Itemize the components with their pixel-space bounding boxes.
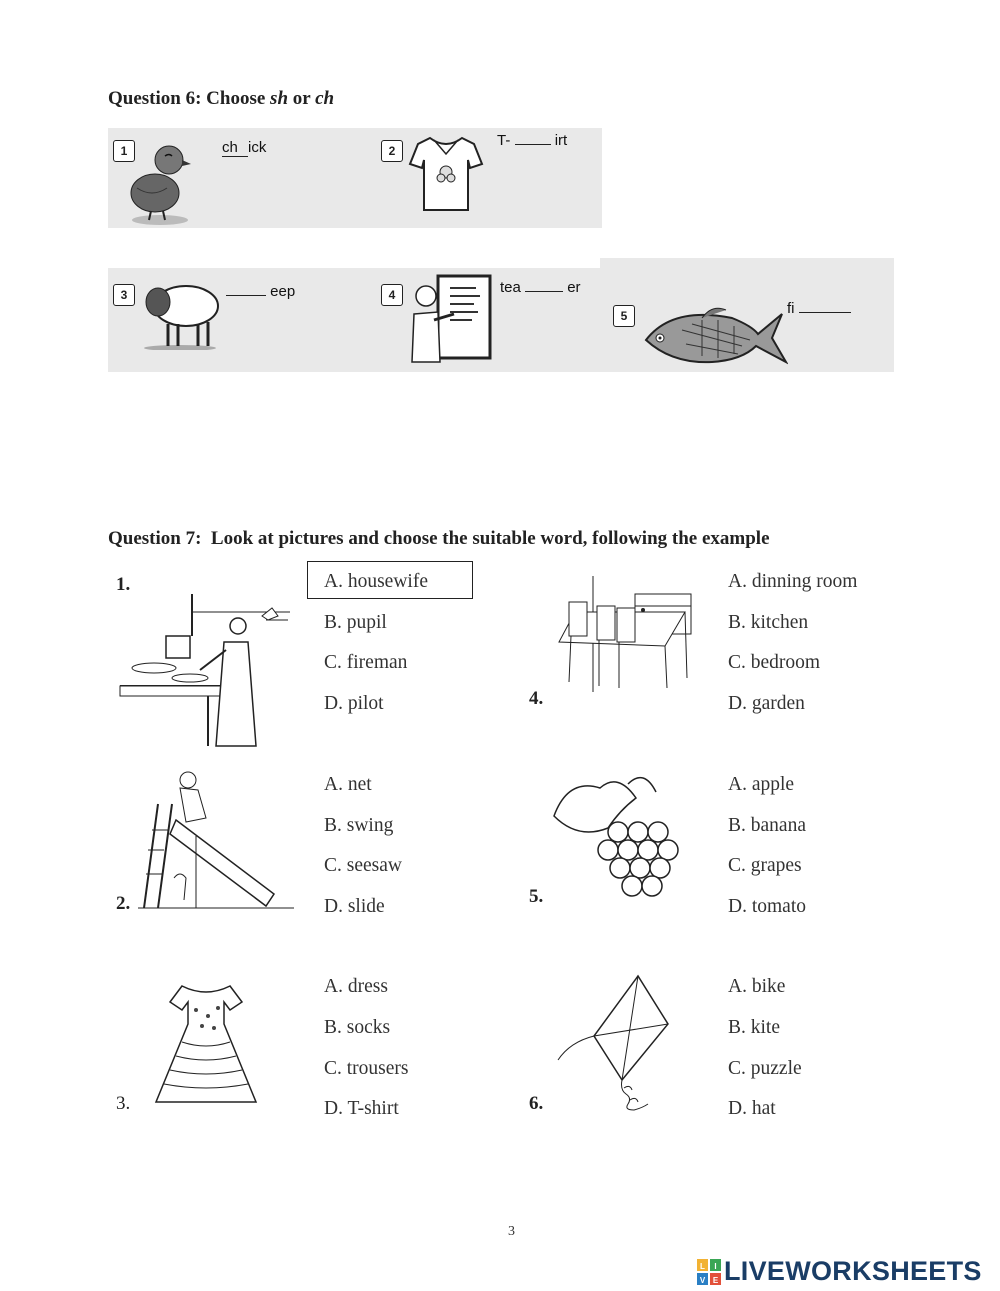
q6-item-5-word: fi [787,300,851,317]
q7-item-5-option-d[interactable]: D. tomato [728,896,806,917]
logo-letter-l: L [700,1261,705,1271]
q7-item-4-number: 4. [529,688,544,709]
q7-item-2-option-a[interactable]: A. net [324,774,372,795]
q7-item-3-option-d[interactable]: D. T-shirt [324,1098,399,1119]
tshirt-icon [408,134,484,214]
q7-item-3-option-c[interactable]: C. trousers [324,1058,409,1079]
teacher-icon [406,274,494,366]
q6-item-3-number: 3 [113,284,135,306]
q7-item-4-option-b[interactable]: B. kitchen [728,612,809,633]
q7-item-2-option-d[interactable]: D. slide [324,896,385,917]
q7-item-1-option-c[interactable]: C. fireman [324,652,408,673]
kite-icon [550,972,674,1116]
q7-item-5-option-a[interactable]: A. apple [728,774,795,795]
q6-item-5-number: 5 [613,305,635,327]
q7-item-1-option-b[interactable]: B. pupil [324,612,387,633]
page-number: 3 [508,1224,515,1239]
q7-item-3-option-b[interactable]: B. socks [324,1017,391,1038]
q6-item-1-number: 1 [113,140,135,162]
q7-item-2-number: 2. [116,893,131,914]
q6-item-3-word: eep [226,283,295,300]
q7-item-1-option-a[interactable]: A. housewife [324,571,428,592]
q7-item-4-option-a[interactable]: A. dinning room [728,571,858,592]
q7-item-6-option-a[interactable]: A. bike [728,976,786,997]
q7-item-6-number: 6. [529,1093,544,1114]
sheep-icon [140,276,222,350]
q7-item-3-number: 3. [116,1093,131,1114]
dining-room-icon [555,572,700,694]
logo-letter-e: E [712,1275,719,1285]
q6-item-1-word: ch ick [222,139,267,156]
q7-item-2-option-b[interactable]: B. swing [324,815,394,836]
dress-icon [148,980,264,1106]
q7-item-5-option-c[interactable]: C. grapes [728,855,802,876]
chick-icon [125,138,195,226]
q7-item-6-option-c[interactable]: C. puzzle [728,1058,802,1079]
liveworksheets-brand[interactable]: LIVEWORKSHEETS [724,1256,982,1286]
q7-item-4-option-c[interactable]: C. bedroom [728,652,821,673]
housewife-cooking-icon [116,590,292,750]
q7-item-2-option-c[interactable]: C. seesaw [324,855,402,876]
q6-item-4-word: tea er [500,279,581,296]
q7-item-6-option-b[interactable]: B. kite [728,1017,780,1038]
question-6-title: Question 6: Choose sh or ch [108,88,335,109]
fish-icon [642,300,788,370]
q7-item-6-option-d[interactable]: D. hat [728,1098,776,1119]
liveworksheets-logo-icon [697,1259,721,1285]
q7-item-3-option-a[interactable]: A. dress [324,976,388,997]
q7-item-5-number: 5. [529,886,544,907]
q6-item-4-number: 4 [381,284,403,306]
q6-item-2-number: 2 [381,140,403,162]
q6-item-2-word: T- irt [497,132,568,149]
q7-item-4-option-d[interactable]: D. garden [728,693,805,714]
q7-item-1-option-d[interactable]: D. pilot [324,693,384,714]
logo-letter-i: I [714,1261,717,1271]
grapes-icon [548,770,684,908]
q7-item-5-option-b[interactable]: B. banana [728,815,806,836]
question-7-title: Question 7: Look at pictures and choose the suitable word, following the example [108,528,770,549]
liveworksheets-logo [697,1256,982,1287]
q7-item-1-number: 1. [116,574,131,595]
slide-icon [136,770,296,912]
logo-letter-v: V [699,1275,706,1285]
